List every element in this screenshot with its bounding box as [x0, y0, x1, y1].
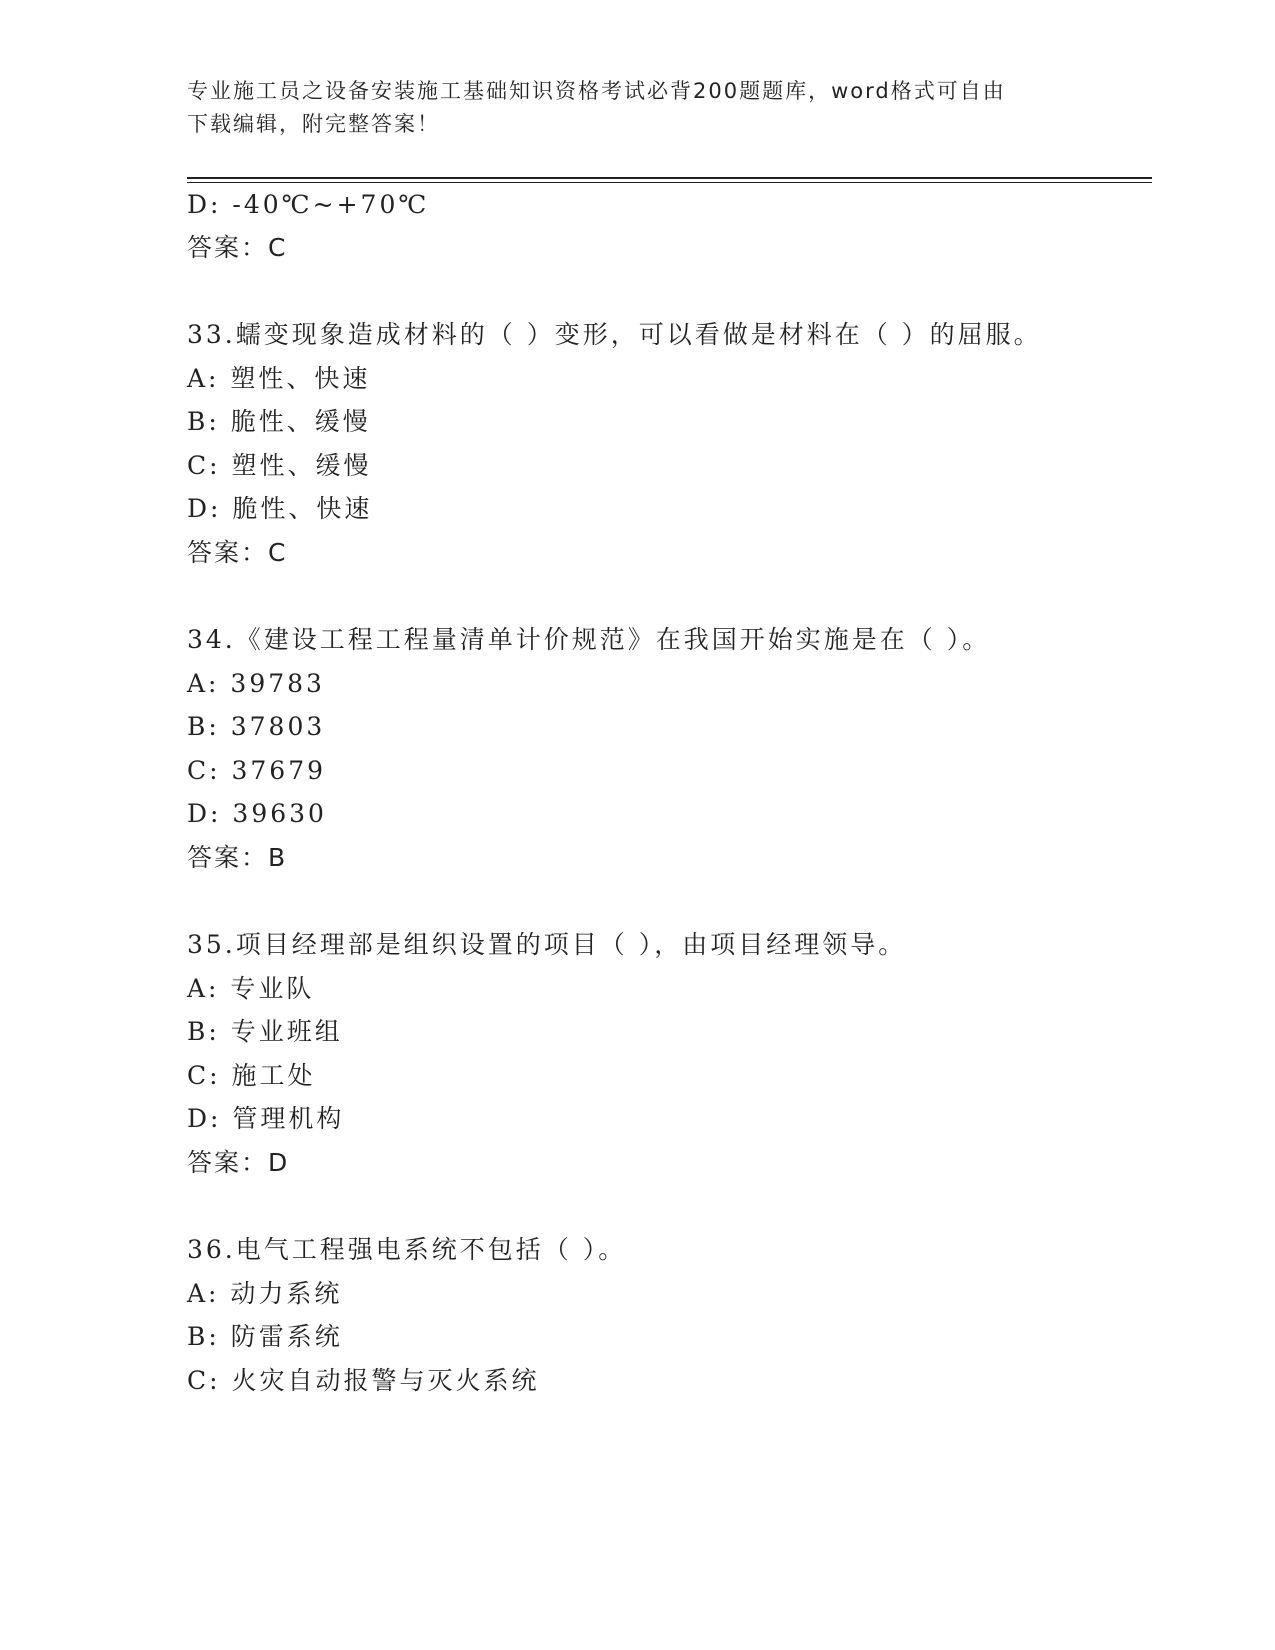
option-d: D: -40℃~+70℃ — [187, 190, 430, 219]
option-d: D: 管理机构 — [187, 1104, 345, 1133]
answer-line: 答案：B — [187, 843, 288, 872]
question-stem: 36.电气工程强电系统不包括（ ）。 — [187, 1235, 627, 1264]
option-c: C: 37679 — [187, 756, 327, 785]
option-a: A: 39783 — [187, 669, 325, 698]
question-stem: 33.蠕变现象造成材料的（ ）变形，可以看做是材料在（ ）的屈服。 — [187, 320, 1042, 349]
header-rule-thick — [187, 177, 1152, 179]
answer-line: 答案：C — [187, 538, 288, 567]
option-d: D: 脆性、快速 — [187, 494, 373, 523]
option-b: B: 防雷系统 — [187, 1322, 343, 1351]
document-header — [187, 75, 1087, 141]
option-c: C: 塑性、缓慢 — [187, 451, 372, 480]
header-line-2: 下载编辑，附完整答案！ — [187, 112, 440, 136]
option-a: A: 动力系统 — [187, 1279, 343, 1308]
option-b: B: 37803 — [187, 712, 326, 741]
option-b: B: 脆性、缓慢 — [187, 407, 371, 436]
question-stem: 34.《建设工程工程量清单计价规范》在我国开始实施是在（ ）。 — [187, 625, 991, 654]
option-b: B: 专业班组 — [187, 1017, 343, 1046]
option-d: D: 39630 — [187, 799, 327, 828]
question-stem: 35.项目经理部是组织设置的项目（ ），由项目经理领导。 — [187, 930, 907, 959]
answer-line: 答案：D — [187, 1148, 290, 1177]
option-c: C: 施工处 — [187, 1061, 316, 1090]
header-line-1: 专业施工员之设备安装施工基础知识资格考试必背200题题库，word格式可自由 — [187, 79, 1006, 103]
answer-line: 答案：C — [187, 233, 288, 262]
option-a: A: 塑性、快速 — [187, 364, 371, 393]
option-a: A: 专业队 — [187, 974, 315, 1003]
option-c: C: 火灾自动报警与灭火系统 — [187, 1366, 540, 1395]
